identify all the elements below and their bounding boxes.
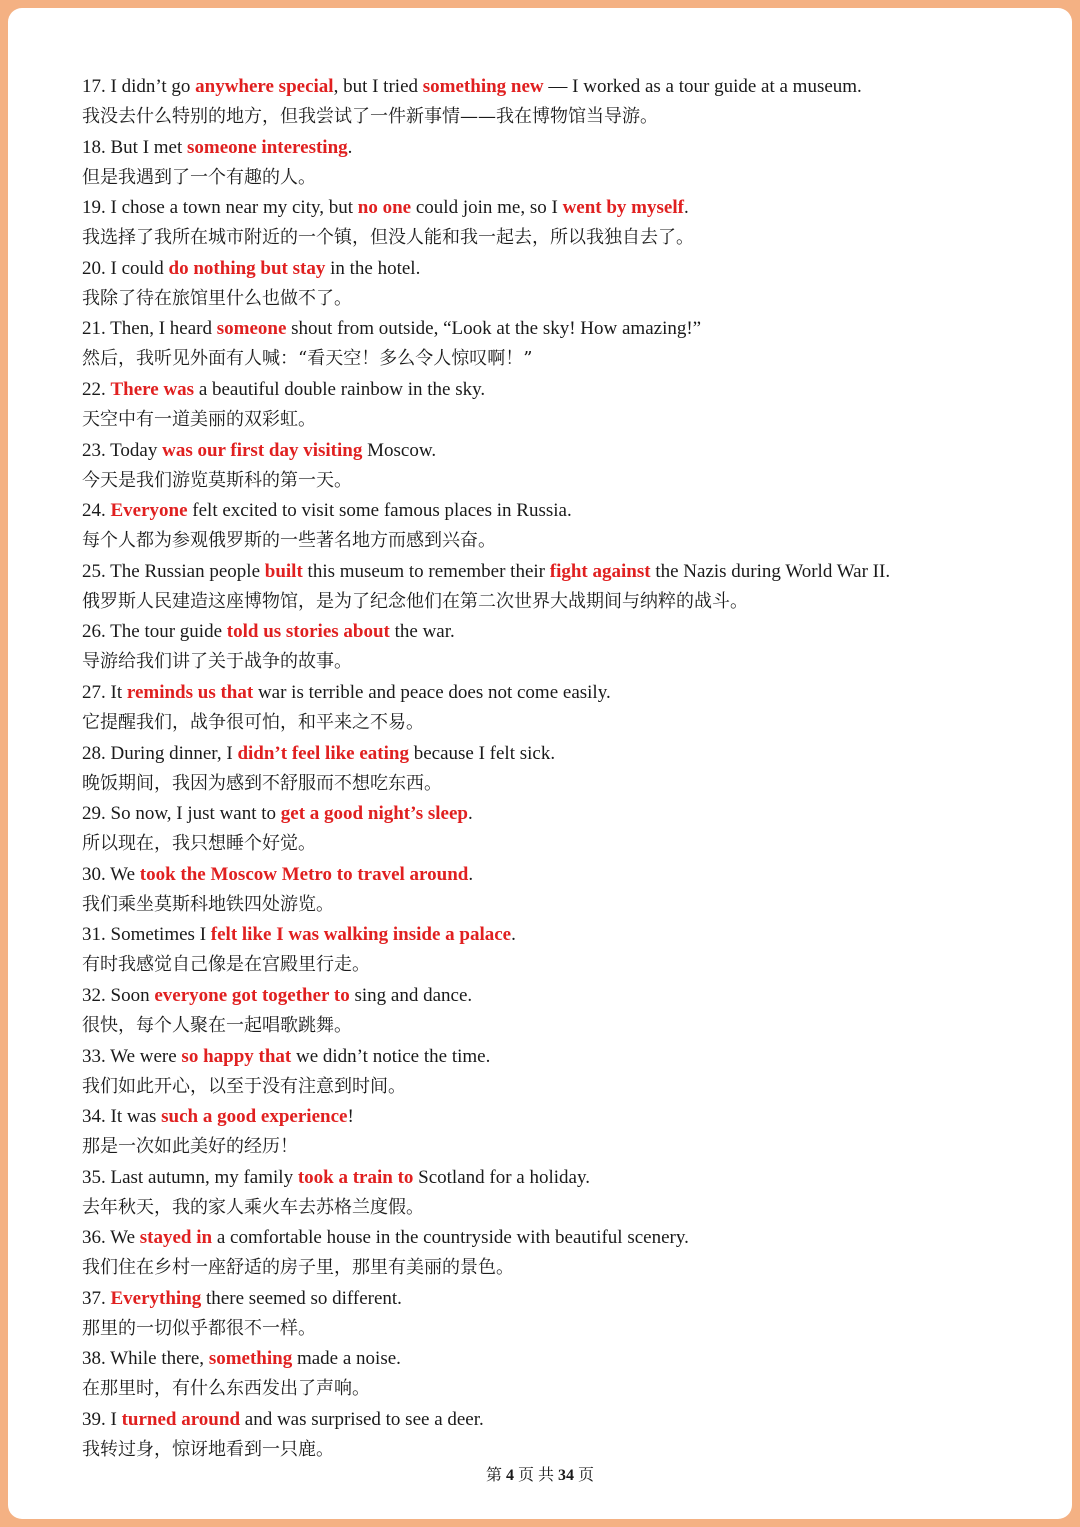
sentence-text: It was [105,1106,162,1128]
sentence-text: Scotland for a holiday. [413,1166,590,1188]
chinese-translation: 晚饭期间，我因为感到不舒服而不想吃东西。 [82,772,442,794]
key-phrase: stayed in [139,1227,213,1249]
sentence-entry [82,1344,1042,1405]
english-sentence [82,557,1042,587]
chinese-translation: 我转过身，惊讶地看到一只鹿。 [82,1439,334,1461]
sentence-text: Sometimes I [105,924,211,946]
sentence-text: The tour guide [105,621,227,643]
sentence-text: The Russian people [105,560,265,582]
footer-suffix: 页 [574,1467,595,1484]
sentence-number: 24. [82,500,106,522]
chinese-translation: 俄罗斯人民建造这座博物馆，是为了纪念他们在第二次世界大战期间与纳粹的战斗。 [82,590,748,612]
english-sentence [82,1102,1042,1132]
sentence-number: 33. [82,1045,106,1067]
sentence-text: shout from outside, “Look at the sky! How amazing!” [286,318,702,340]
sentence-text: I didn’t go [105,76,196,97]
english-sentence [82,1344,1042,1374]
document-page [8,8,1072,1519]
chinese-translation: 那是一次如此美好的经历！ [82,1136,298,1158]
sentence-text: the war. [389,621,455,643]
sentence-number: 26. [82,621,106,643]
sentence-entry [82,193,1042,254]
sentence-text: I could [105,257,169,279]
chinese-translation: 我们乘坐莫斯科地铁四处游览。 [82,893,334,915]
chinese-translation: 然后，我听见外面有人喊：“看天空！多么令人惊叹啊！” [82,348,533,370]
english-sentence [82,375,1042,405]
sentence-entry [82,254,1042,315]
sentence-entry [82,799,1042,860]
sentence-number: 17. [82,76,106,97]
sentence-entry [82,133,1042,194]
key-phrase: no one [357,197,412,219]
chinese-translation: 今天是我们游览莫斯科的第一天。 [82,469,352,491]
key-phrase: took the Moscow Metro to travel around [139,863,469,885]
sentence-entry [82,72,1042,133]
sentence-entry [82,557,1042,618]
sentence-number: 21. [82,318,106,340]
sentence-entry [82,1163,1042,1224]
sentence-text: and was surprised to see a deer. [240,1409,484,1431]
sentence-number: 27. [82,681,106,703]
english-sentence [82,617,1042,647]
chinese-translation: 有时我感觉自己像是在宫殿里行走。 [82,954,370,976]
english-sentence [82,133,1042,163]
sentence-text: . [511,924,516,946]
sentence-text: Moscow. [362,439,437,461]
sentence-text: this museum to remember their [302,560,550,582]
english-sentence [82,799,1042,829]
english-sentence [82,193,1042,223]
sentence-text: . [468,863,474,885]
sentence-entry [82,1284,1042,1345]
sentence-number: 36. [82,1227,106,1249]
sentence-text: We [105,863,140,885]
sentence-number: 19. [82,197,106,219]
sentence-entry [82,860,1042,921]
chinese-translation: 它提醒我们，战争很可怕，和平来之不易。 [82,711,424,733]
sentence-text: . [683,197,689,219]
key-phrase: something new [422,76,544,97]
sentence-text: could join me, so I [411,197,563,219]
sentence-number: 18. [82,136,106,158]
key-phrase: told us stories about [226,621,390,643]
sentence-entry [82,739,1042,800]
sentence-number: 30. [82,863,106,885]
sentence-text: I chose a town near my city, but [105,197,358,219]
chinese-translation: 我选择了我所在城市附近的一个镇，但没人能和我一起去，所以我独自去了。 [82,227,694,249]
sentence-number: 37. [82,1287,106,1309]
key-phrase: There was [110,378,195,400]
key-phrase: get a good night’s sleep [280,803,468,825]
chinese-translation: 我没去什么特别的地方，但我尝试了一件新事情——我在博物馆当导游。 [82,106,658,127]
page-footer [8,1466,1072,1486]
sentence-text: Today [105,439,163,461]
english-sentence [82,1405,1042,1435]
sentence-text: in the hotel. [325,257,421,279]
sentence-entry [82,1405,1042,1466]
sentence-text: Then, I heard [105,318,217,340]
sentence-entry [82,436,1042,497]
key-phrase: didn’t feel like eating [237,742,409,764]
sentence-number: 35. [82,1166,106,1188]
key-phrase: took a train to [297,1166,414,1188]
chinese-translation: 但是我遇到了一个有趣的人。 [82,166,316,188]
chinese-translation: 导游给我们讲了关于战争的故事。 [82,651,352,673]
sentence-number: 28. [82,742,106,764]
sentence-text: there seemed so different. [201,1287,402,1309]
english-sentence [82,981,1042,1011]
sentence-text: , but I tried [333,76,423,97]
english-sentence [82,72,1042,102]
sentence-number: 23. [82,439,106,461]
chinese-translation: 我们住在乡村一座舒适的房子里，那里有美丽的景色。 [82,1257,514,1279]
english-sentence [82,860,1042,890]
chinese-translation: 去年秋天，我的家人乘火车去苏格兰度假。 [82,1196,424,1218]
sentence-text: . [347,136,353,158]
chinese-translation: 每个人都为参观俄罗斯的一些著名地方而感到兴奋。 [82,530,496,552]
sentence-text: ! [347,1106,354,1128]
sentence-text: Soon [105,984,155,1006]
sentence-entry [82,1042,1042,1103]
key-phrase: something [208,1348,293,1370]
sentence-text: a comfortable house in the countryside with beautiful scenery. [212,1227,689,1249]
key-phrase: built [264,560,303,582]
sentence-text: a beautiful double rainbow in the sky. [194,378,486,400]
current-page-number: 4 [505,1467,514,1484]
chinese-translation: 我除了待在旅馆里什么也做不了。 [82,287,352,309]
sentence-number: 25. [82,560,106,582]
english-sentence [82,254,1042,284]
sentence-entry [82,920,1042,981]
english-sentence [82,1223,1042,1253]
key-phrase: turned around [121,1409,241,1431]
sentence-entry [82,678,1042,739]
sentence-entry [82,981,1042,1042]
chinese-translation: 很快，每个人聚在一起唱歌跳舞。 [82,1014,352,1036]
english-sentence [82,436,1042,466]
sentence-text: But I met [105,136,188,158]
key-phrase: anywhere special [195,76,334,97]
sentence-number: 31. [82,924,106,946]
sentence-list [82,72,1042,1466]
sentence-text: We were [105,1045,182,1067]
chinese-translation: 我们如此开心，以至于没有注意到时间。 [82,1075,406,1097]
key-phrase: reminds us that [126,681,254,703]
sentence-text: — I worked as a tour guide at a museum. [543,76,862,97]
english-sentence [82,1284,1042,1314]
sentence-number: 22. [82,378,106,400]
sentence-number: 20. [82,257,106,279]
chinese-translation: 在那里时，有什么东西发出了声响。 [82,1378,370,1400]
key-phrase: was our first day visiting [162,439,363,461]
chinese-translation: 所以现在，我只想睡个好觉。 [82,833,316,855]
sentence-number: 34. [82,1106,106,1128]
key-phrase: do nothing but stay [168,257,326,279]
key-phrase: fight against [549,560,651,582]
sentence-text: the Nazis during World War II. [650,560,891,582]
chinese-translation: 那里的一切似乎都很不一样。 [82,1317,316,1339]
sentence-number: 38. [82,1348,106,1370]
key-phrase: felt like I was walking inside a palace [210,924,512,946]
english-sentence [82,920,1042,950]
sentence-text: felt excited to visit some famous places in Russia. [187,500,572,522]
key-phrase: went by myself [562,197,684,219]
sentence-entry [82,314,1042,375]
total-page-count: 34 [558,1467,574,1484]
key-phrase: Everyone [110,500,188,522]
chinese-translation: 天空中有一道美丽的双彩虹。 [82,408,316,430]
sentence-number: 29. [82,803,106,825]
sentence-entry [82,617,1042,678]
sentence-entry [82,1102,1042,1163]
sentence-text: made a noise. [292,1348,401,1370]
sentence-text: While there, [105,1348,209,1370]
key-phrase: so happy that [181,1045,292,1067]
footer-prefix: 第 [485,1467,506,1484]
key-phrase: someone [216,318,287,340]
english-sentence [82,678,1042,708]
sentence-entry [82,496,1042,557]
english-sentence [82,496,1042,526]
english-sentence [82,739,1042,769]
english-sentence [82,314,1042,344]
sentence-text: So now, I just want to [105,803,281,825]
key-phrase: such a good experience [161,1106,348,1128]
sentence-text: because I felt sick. [408,742,556,764]
sentence-text: war is terrible and peace does not come easily. [253,681,611,703]
sentence-number: 32. [82,984,106,1006]
sentence-text: . [468,803,473,825]
sentence-text: I [105,1409,122,1431]
sentence-text: We [105,1227,140,1249]
sentence-entry [82,375,1042,436]
sentence-number: 39. [82,1409,106,1431]
sentence-text: During dinner, I [105,742,238,764]
sentence-text: sing and dance. [349,984,473,1006]
key-phrase: someone interesting [187,136,348,158]
english-sentence [82,1163,1042,1193]
sentence-entry [82,1223,1042,1284]
sentence-text: Last autumn, my family [105,1166,298,1188]
sentence-text: It [105,681,127,703]
footer-middle: 页 共 [513,1467,558,1484]
sentence-text: we didn’t notice the time. [291,1045,491,1067]
key-phrase: Everything [110,1287,202,1309]
english-sentence [82,1042,1042,1072]
key-phrase: everyone got together to [154,984,350,1006]
